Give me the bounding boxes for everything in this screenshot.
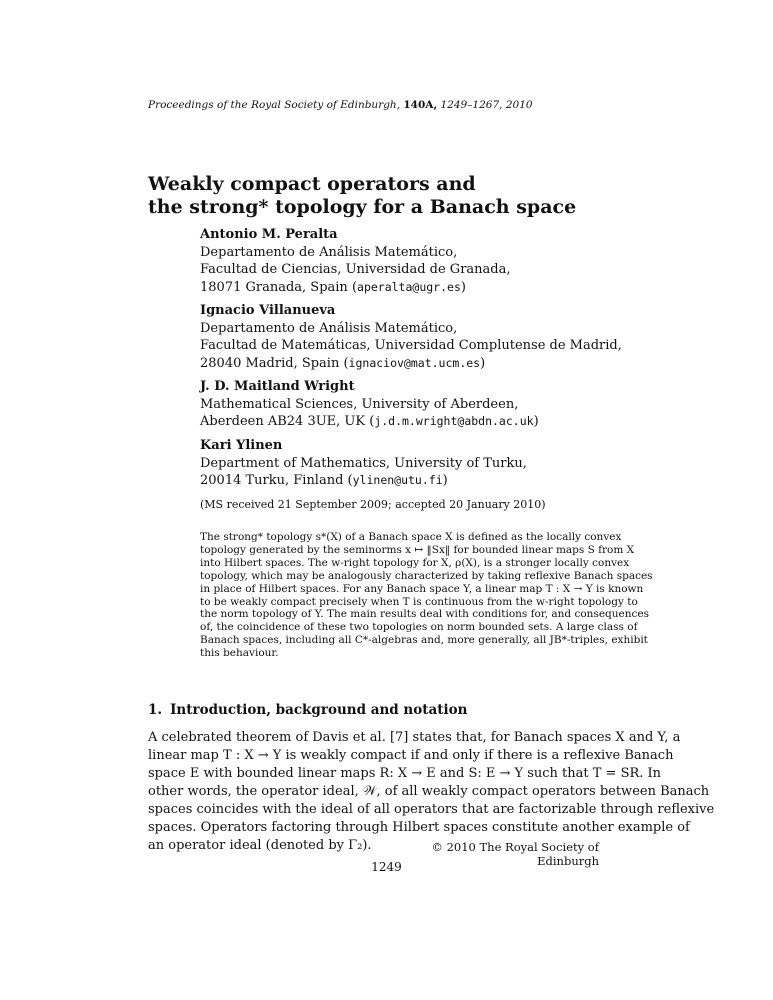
- affiliation-line: Departamento de Análisis Matemático,: [200, 320, 458, 336]
- body-line: linear map T : X → Y is weakly compact if and only if there is a reflexive Banach: [148, 748, 674, 763]
- journal-year: 2010: [505, 99, 533, 111]
- body-line: A celebrated theorem of Davis et al. [7] states that, for Banach spaces X and Y, a: [148, 730, 681, 745]
- author-block: [200, 378, 539, 431]
- journal-name: Proceedings of the Royal Society of Edinburgh,: [148, 99, 401, 111]
- address-close: ): [480, 355, 486, 371]
- body-line: an operator ideal (denoted by Γ₂).: [148, 838, 372, 853]
- body-line: spaces coincides with the ideal of all operators that are factorizable through reflexive: [148, 802, 715, 817]
- section-number: 1.: [148, 702, 163, 718]
- abstract-line: topology, which may be analogously characterized by taking reflexive Banach spaces: [200, 569, 653, 582]
- affiliation-line: Department of Mathematics, University of Turku,: [200, 455, 527, 471]
- body-line: other words, the operator ideal, 𝒲, of all weakly compact operators between Banach: [148, 784, 710, 799]
- abstract-line: this behaviour.: [200, 647, 279, 660]
- body-line: space E with bounded linear maps R: X → E and S: E → Y such that T = SR. In: [148, 766, 662, 781]
- title-line-1: Weakly compact operators and: [148, 173, 476, 195]
- address-text: 20014 Turku, Finland (: [200, 473, 353, 488]
- intro-paragraph: [148, 729, 715, 855]
- title-line-2: the strong* topology for a Banach space: [148, 196, 577, 218]
- address-line: [200, 413, 539, 431]
- author-email[interactable]: aperalta@ugr.es: [357, 279, 461, 294]
- address-line: [200, 279, 511, 297]
- abstract-line: Banach spaces, including all C*-algebras and, more generally, all JB*-triples, exhibit: [200, 634, 648, 647]
- abstract: [200, 531, 653, 660]
- journal-citation: [148, 99, 533, 111]
- author-email[interactable]: ignaciov@mat.ucm.es: [348, 355, 481, 370]
- body-line: spaces. Operators factoring through Hilbert spaces constitute another example of: [148, 820, 690, 835]
- affiliation-line: Facultad de Ciencias, Universidad de Granada,: [200, 262, 511, 277]
- journal-volume: 140A,: [403, 99, 438, 111]
- author-name: Antonio M. Peralta: [200, 227, 338, 242]
- affiliation-line: Facultad de Matemáticas, Universidad Complutense de Madrid,: [200, 338, 622, 353]
- address-close: ): [460, 279, 466, 295]
- author-email[interactable]: j.d.m.wright@abdn.ac.uk: [374, 414, 534, 428]
- affiliation-line: Mathematical Sciences, University of Aberdeen,: [200, 396, 519, 412]
- abstract-line: of, the coincidence of these two topologies on norm bounded sets. A large class of: [200, 621, 638, 634]
- abstract-line: to be weakly compact precisely when T is continuous from the w-right topology to: [200, 595, 638, 608]
- copyright-notice: © 2010 The Royal Society of Edinburgh: [431, 840, 599, 868]
- journal-pages: 1249–1267,: [440, 99, 503, 111]
- address-close: ): [442, 473, 448, 488]
- abstract-line: into Hilbert spaces. The w-right topology for X, ρ(X), is a stronger locally convex: [200, 556, 630, 569]
- abstract-line: topology generated by the seminorms x ↦ ‖Sx‖ for bounded linear maps S from X: [200, 543, 635, 556]
- address-text: 18071 Granada, Spain (: [200, 279, 358, 295]
- address-text: 28040 Madrid, Spain (: [200, 355, 349, 371]
- author-block: [200, 302, 622, 372]
- author-name: J. D. Maitland Wright: [200, 379, 355, 394]
- affiliation-line: Departamento de Análisis Matemático,: [200, 244, 458, 260]
- abstract-line: The strong* topology s*(X) of a Banach space X is defined as the locally convex: [200, 531, 622, 543]
- paper-title: [148, 173, 576, 219]
- author-block: [200, 437, 527, 490]
- author-email[interactable]: ylinen@utu.fi: [352, 473, 443, 487]
- page-number: 1249: [371, 860, 402, 874]
- author-name: Kari Ylinen: [200, 438, 283, 453]
- abstract-line: the norm topology of Y. The main results deal with conditions for, and consequences: [200, 608, 649, 621]
- section-heading: [148, 702, 467, 718]
- address-line: [200, 472, 527, 490]
- section-title: Introduction, background and notation: [170, 702, 468, 718]
- author-name: Ignacio Villanueva: [200, 303, 336, 318]
- address-line: [200, 355, 622, 373]
- address-text: Aberdeen AB24 3UE, UK (: [200, 414, 375, 429]
- author-block: [200, 226, 511, 296]
- abstract-line: in place of Hilbert spaces. For any Banach space Y, a linear map T : X → Y is known: [200, 582, 644, 595]
- received-dates: (MS received 21 September 2009; accepted 20 January 2010): [200, 498, 546, 511]
- address-close: ): [533, 414, 539, 429]
